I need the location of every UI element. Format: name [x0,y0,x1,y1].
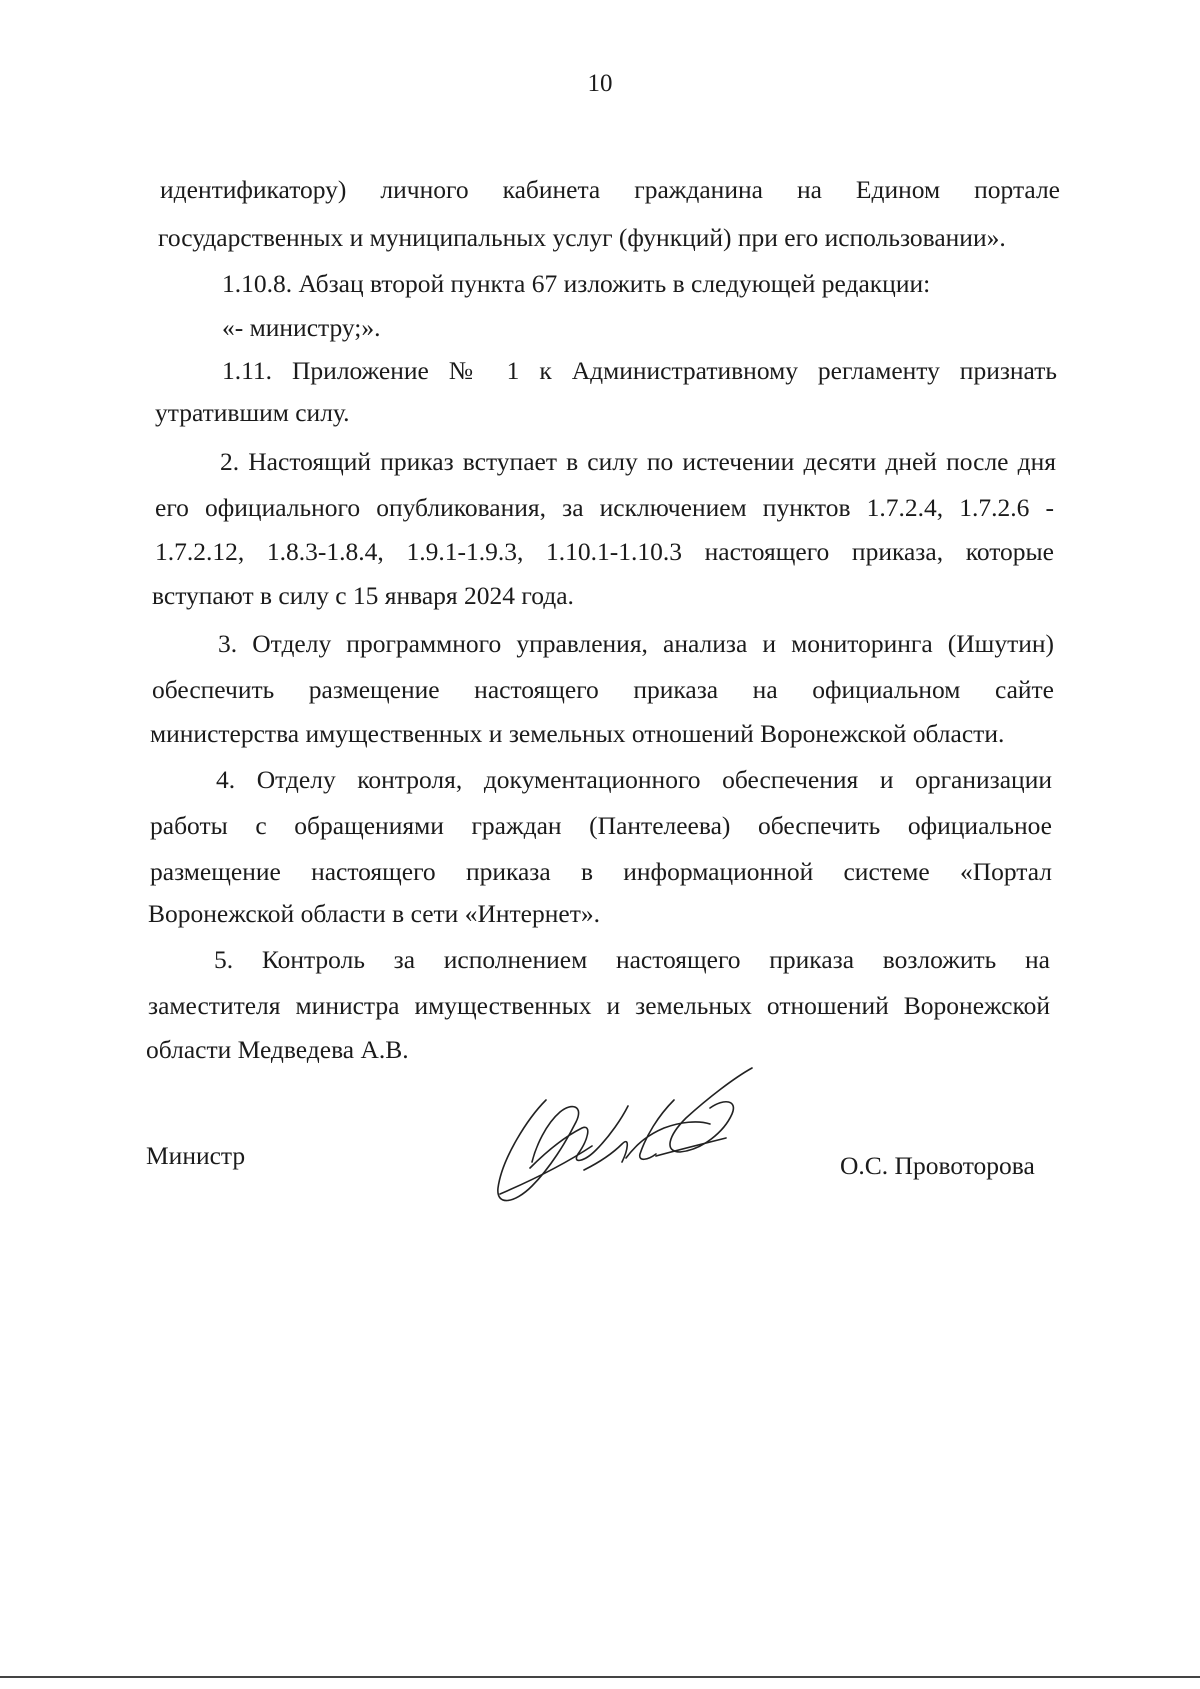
text-line: идентификатору) личного кабинета гражданина на Едином портале [160,175,1060,204]
text-line: 1.10.8. Абзац второй пункта 67 изложить в следующей редакции: [222,269,931,298]
text-line: 5. Контроль за исполнением настоящего приказа возложить на [214,945,1050,974]
bottom-scan-border [0,1676,1200,1678]
text-line: «- министру;». [222,313,381,342]
text-line: 4. Отделу контроля, документационного обеспечения и организации [216,765,1052,794]
text-line: 3. Отделу программного управления, анализа и мониторинга (Ишутин) [218,629,1054,658]
text-line: размещение настоящего приказа в информационной системе «Портал [150,857,1052,886]
page-number: 10 [587,70,613,97]
text-line: вступают в силу с 15 января 2024 года. [152,581,574,610]
text-line: государственных и муниципальных услуг (функций) при его использовании». [158,223,1006,252]
text-line: обеспечить размещение настоящего приказа на официальном сайте [152,675,1054,704]
text-line: 2. Настоящий приказ вступает в силу по истечении десяти дней после дня [220,447,1056,476]
signatory-position: Министр [146,1141,246,1170]
text-line: работы с обращениями граждан (Пантелеева) обеспечить официальное [150,811,1052,840]
text-line: Воронежской области в сети «Интернет». [148,899,600,928]
text-line: его официального опубликования, за исключением пунктов 1.7.2.4, 1.7.2.6 - [155,493,1054,522]
text-line: 1.7.2.12, 1.8.3-1.8.4, 1.9.1-1.9.3, 1.10.1-1.10.3 настоящего приказа, которые [155,537,1054,566]
text-line: 1.11. Приложение № 1 к Административному регламенту признать [222,356,1057,385]
text-line: заместителя министра имущественных и земельных отношений Воронежской [148,991,1050,1020]
signatory-name: О.С. Провоторова [840,1151,1035,1180]
text-line: области Медведева А.В. [146,1035,409,1064]
text-line: утратившим силу. [155,398,350,427]
handwritten-signature [488,1058,778,1218]
text-line: министерства имущественных и земельных отношений Воронежской области. [150,719,1005,748]
